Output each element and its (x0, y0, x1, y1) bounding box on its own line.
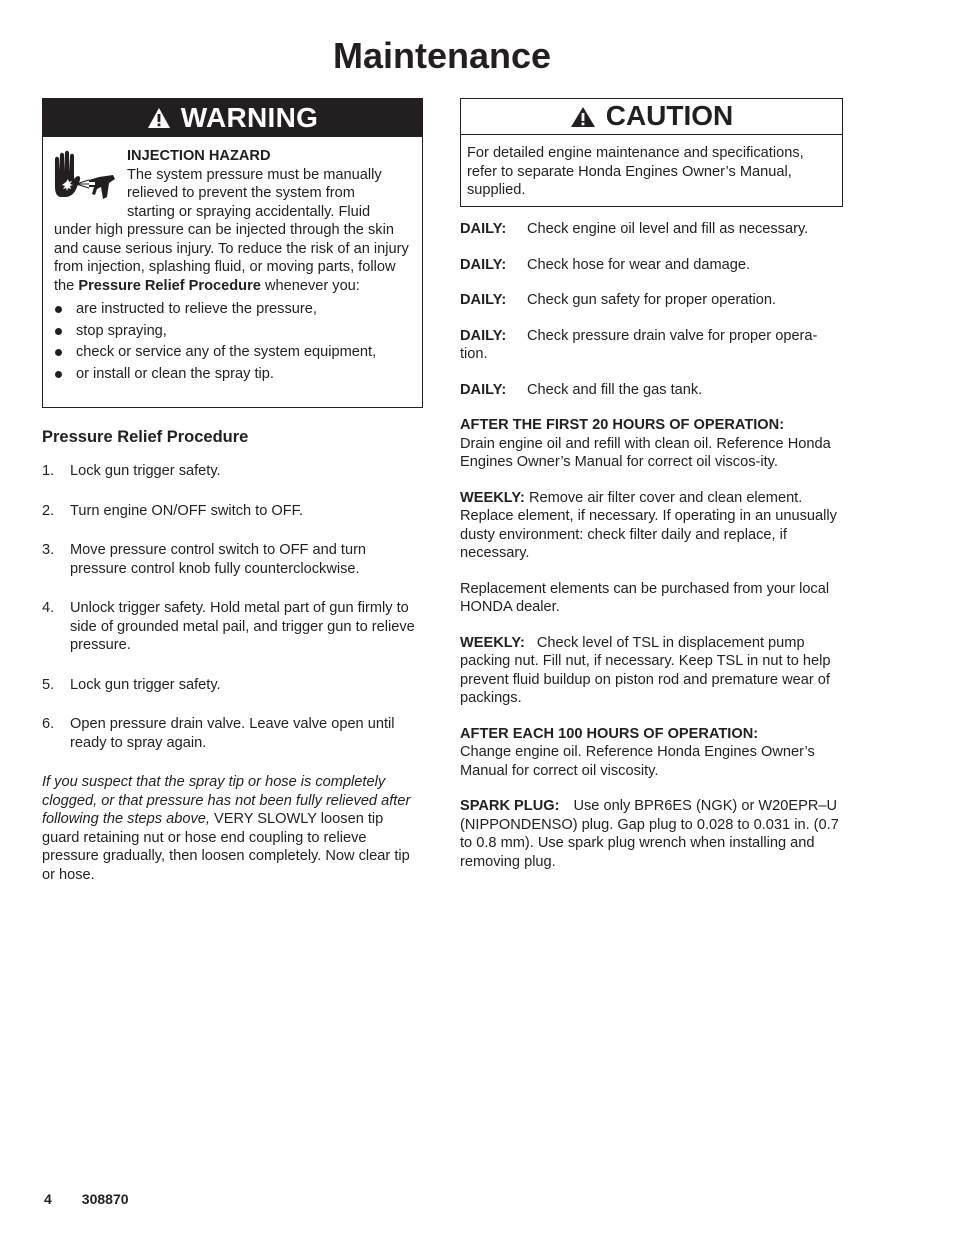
step-text: Unlock trigger safety. Hold metal part of gun firmly to side of grounded metal pail, and trigger gun to relieve pressure. (70, 600, 415, 653)
daily-item (460, 327, 844, 364)
step-number: 5. (42, 676, 55, 693)
first-20-hours-label: AFTER THE FIRST 20 HOURS OF OPERATION: (460, 417, 785, 433)
caution-header (461, 99, 842, 135)
each-100-hours-text: Change engine oil. Reference Honda Engines Owner’s Manual for correct oil viscosity. (460, 744, 815, 779)
step-number: 2. (42, 502, 55, 519)
list-item: stop spraying, (54, 322, 412, 341)
warning-title: WARNING (180, 101, 319, 133)
spark-plug-text: Use only BPR6ES (NGK) or W20EPR–U (NIPPONDENSO) plug. Gap plug to 0.028 to 0.031 in. (0.7 to 0.8 mm). Use spark plug wrench when installing and removing plug. (460, 798, 839, 870)
daily-text: Check and fill the gas tank. (527, 381, 703, 398)
first-20-hours-item (460, 416, 844, 472)
daily-label: DAILY: (460, 381, 507, 398)
caution-title: CAUTION (605, 100, 734, 132)
warning-header (43, 99, 422, 137)
replacement-note: Replacement elements can be purchased from your local HONDA dealer. (460, 580, 830, 615)
injection-hazard-icon (51, 149, 117, 207)
list-item (42, 676, 424, 695)
weekly-item (460, 489, 844, 563)
maintenance-schedule (460, 220, 844, 888)
warning-body (43, 137, 422, 383)
each-100-hours-label: AFTER EACH 100 HOURS OF OPERATION: (460, 725, 759, 742)
procedure-steps (42, 462, 424, 752)
page-footer (44, 1190, 129, 1209)
caution-box (460, 98, 843, 207)
daily-label: DAILY: (460, 221, 507, 237)
page-title: Maintenance (332, 35, 552, 76)
hazard-title: INJECTION HAZARD (127, 148, 271, 164)
list-item: check or service any of the system equipment, (54, 343, 412, 362)
first-20-hours-text: Drain engine oil and refill with clean oil. Reference Honda Engines Owner’s Manual for correct oil viscos-ity. (460, 435, 831, 470)
weekly-label: WEEKLY: (460, 634, 525, 651)
hazard-text-bold: Pressure Relief Procedure (78, 277, 261, 294)
list-item (42, 541, 424, 578)
step-number: 1. (42, 463, 55, 479)
warning-box (42, 98, 423, 408)
step-text: Turn engine ON/OFF switch to OFF. (70, 502, 304, 519)
weekly-text: Check level of TSL in displacement pump packing nut. Fill nut, if necessary. Keep TSL in nut to help prevent fluid buildup on piston rod and premature wear of packings. (460, 634, 831, 706)
note-regular: VERY SLOWLY loosen tip guard retaining nut or hose end coupling to relieve pressure gradually, then loosen completely. Now clear tip or hose. (42, 811, 410, 883)
clogged-tip-note (42, 773, 424, 884)
step-number: 4. (42, 600, 55, 616)
hazard-line: relieved to prevent the system from (127, 185, 355, 201)
caution-text: For detailed engine maintenance and specifications, refer to separate Honda Engines Owner’s Manual, supplied. (467, 145, 804, 198)
weekly-text: Remove air filter cover and clean element. Replace element, if necessary. If operating in an unusually dusty environment: check filter daily and replace, if necessary. (460, 489, 837, 561)
step-text: Open pressure drain valve. Leave valve open until ready to spray again. (70, 716, 395, 751)
spark-plug-label: SPARK PLUG: (460, 798, 560, 814)
daily-text: Check gun safety for proper operation. (527, 292, 777, 308)
step-text: Lock gun trigger safety. (70, 463, 221, 479)
daily-item (460, 291, 844, 310)
list-item: or install or clean the spray tip. (54, 365, 412, 384)
daily-text: Check engine oil level and fill as necessary. (527, 221, 809, 237)
step-text: Move pressure control switch to OFF and turn pressure control knob fully counterclockwise. (70, 542, 367, 577)
warning-triangle-icon (147, 107, 171, 129)
note-italic: If you suspect that the spray tip or hose is completely clogged, or that pressure has not been fully relieved after following the steps above, (42, 774, 411, 827)
list-item (42, 462, 424, 481)
list-item (42, 599, 424, 655)
daily-item (460, 256, 844, 275)
daily-text: Check pressure drain valve for proper opera-tion. (460, 327, 818, 362)
hazard-bullet-list (54, 300, 412, 383)
each-100-hours-item (460, 725, 844, 781)
daily-label: DAILY: (460, 256, 507, 273)
step-text: Lock gun trigger safety. (70, 676, 221, 693)
step-number: 6. (42, 716, 55, 732)
step-number: 3. (42, 542, 55, 558)
hazard-text-end: whenever you: (264, 277, 360, 294)
list-item (42, 502, 424, 521)
page-number: 4 (44, 1191, 52, 1207)
pressure-relief-section (42, 426, 424, 884)
section-heading: Pressure Relief Procedure (42, 428, 249, 446)
daily-item (460, 381, 844, 400)
list-item (42, 715, 424, 752)
hazard-line: starting or spraying accidentally. Fluid (127, 203, 371, 220)
hazard-text-continued: under high pressure can be injected through the skin and cause serious injury. To reduce the risk of an injury from injection, splashing fluid, or moving parts, follow the (54, 222, 409, 294)
document-number: 308870 (81, 1191, 129, 1207)
weekly-item (460, 634, 844, 708)
caution-triangle-icon (570, 106, 596, 128)
hazard-line: The system pressure must be manually (127, 166, 382, 183)
weekly-label: WEEKLY: (460, 489, 525, 506)
daily-label: DAILY: (460, 327, 507, 344)
spark-plug-item (460, 797, 844, 871)
daily-label: DAILY: (460, 292, 507, 308)
daily-text: Check hose for wear and damage. (527, 256, 751, 273)
daily-item (460, 220, 844, 239)
list-item: are instructed to relieve the pressure, (54, 300, 412, 319)
